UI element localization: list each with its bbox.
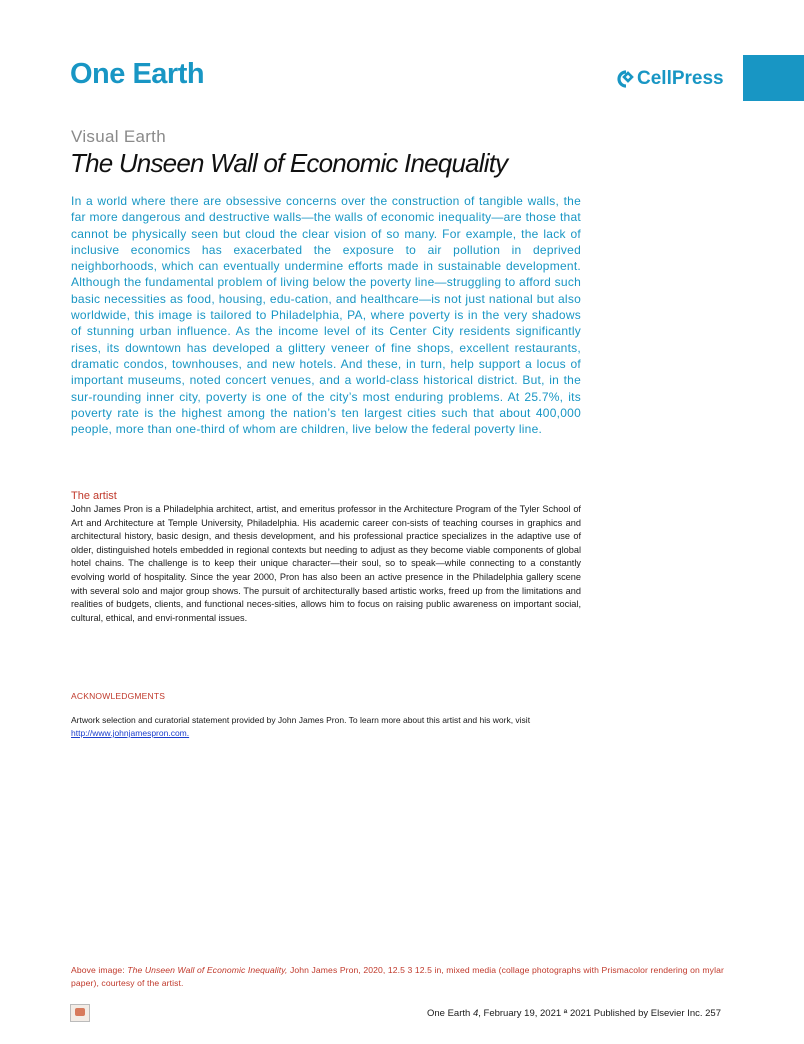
article-title: The Unseen Wall of Economic Inequality: [70, 148, 508, 178]
artist-website-link[interactable]: http://www.johnjamespron.com.: [71, 728, 190, 738]
caption-details: John James Pron, 2020, 12.5 3 12.5 in, mixed media (collage photographs with Prismacolor rendering on mylar paper), courtesy of the artist.: [71, 965, 724, 988]
journal-title: One Earth: [70, 58, 205, 90]
cellpress-logo: [615, 66, 724, 92]
footer-citation: , February 19, 2021 ª 2021 Published by Elsevier Inc. 257: [478, 1008, 721, 1019]
caption-work-title: The Unseen Wall of Economic Inequality,: [127, 965, 288, 975]
artist-bio: John James Pron is a Philadelphia architect, artist, and emeritus professor in the Architecture Program of the Tyler School of Art and Architecture at Temple University, Philadelphia. His academic career con-sists of teaching courses in graphics and architectural history, basic design, and thesis development, and his professional practice specializes in the adaptive use of older, distinguished hotels embedded in regional contexts but needing to adjust as they become viable components of global hotel chains. The challenge is to keep their unique character—their soul, so to speak—while connecting to a constantly evolving world of hospitality. Since the year 2000, Pron has also been an active presence in the Philadelphia gallery scene with several solo and major group shows. The pursuit of architecturally based artistic works, freed up from the limitations and realities of budgets, clients, and functional neces-sities, allows him to focus on raising public awareness on important social, cultural, ethical, and envi-ronmental issues.: [71, 504, 581, 623]
cellpress-wordmark: CellPress: [637, 68, 724, 89]
image-caption: [71, 964, 731, 990]
caption-prefix: Above image:: [71, 965, 128, 975]
cellpress-icon: [615, 69, 635, 89]
acknowledgments-text: [71, 714, 591, 740]
footer-journal: One Earth: [427, 1008, 473, 1019]
corner-tab: [743, 55, 804, 101]
elsevier-logo-icon: [70, 1004, 90, 1022]
acknowledgments-body: Artwork selection and curatorial statement provided by John James Pron. To learn more about this artist and his work, visit: [71, 715, 531, 725]
artist-heading: The artist: [71, 490, 117, 502]
page-footer: [427, 1008, 721, 1019]
abstract-paragraph: In a world where there are obsessive concerns over the construction of tangible walls, the far more dangerous and destructive walls—the walls of economic inequality—are those that cannot be physically seen but cloud the clear vision of so many. For example, the lack of inclusive economics has exacerbated the exposure to air pollution in deprived neighborhoods, which can eventually undermine efforts made in sustainable development. Although the fundamental problem of living below the poverty line—struggling to afford such basic necessities as food, housing, edu-cation, and healthcare—is not just national but also worldwide, this image is tailored to Philadelphia, PA, where poverty is in the very shadows of stunning urban influence. As the income level of its Center City residents significantly rises, its downtown has developed a glittery veneer of fine shops, excellent restaurants, dramatic condos, townhouses, and new hotels. And these, in turn, help support a locus of important museums, noted concert venues, and a world-class historical district. But, in the sur-rounding inner city, poverty is one of the city’s most enduring problems. At 25.7%, its poverty rate is the highest among the nation’s ten largest cities such that about 400,000 people, more than one-third of whom are children, live below the federal poverty line.: [71, 194, 581, 437]
footer-volume: 4: [472, 1008, 479, 1019]
acknowledgments-heading: ACKNOWLEDGMENTS: [71, 691, 166, 701]
section-label: Visual Earth: [71, 127, 166, 146]
